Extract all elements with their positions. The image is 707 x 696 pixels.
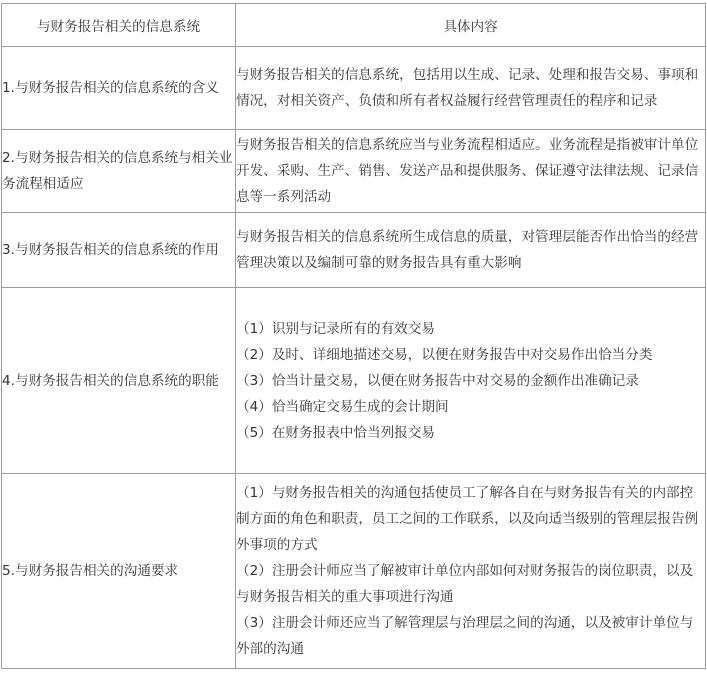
info-system-table bbox=[1, 3, 706, 669]
content-line: 与财务报告相关的信息系统应当与业务流程相适应。业务流程是指被审计单位开发、采购、生产、销售、发送产品和提供服务、保证遵守法律法规、记录信息等一系列活动 bbox=[236, 137, 699, 205]
content-line: 与财务报告相关的信息系统所生成信息的质量，对管理层能否作出恰当的经营管理决策以及编制可靠的财务报告具有重大影响 bbox=[236, 229, 699, 271]
content-line: （4）恰当确定交易生成的会计期间 bbox=[236, 398, 449, 415]
table-row bbox=[2, 288, 706, 474]
content-line: （3）注册会计师还应当了解管理层与治理层之间的沟通，以及被审计单位与外部的沟通 bbox=[236, 615, 694, 657]
row-title: 5.与财务报告相关的沟通要求 bbox=[2, 474, 236, 669]
row-title: 3.与财务报告相关的信息系统的作用 bbox=[2, 213, 236, 288]
row-title: 1.与财务报告相关的信息系统的含义 bbox=[2, 47, 236, 130]
content-line: 与财务报告相关的信息系统，包括用以生成、记录、处理和报告交易、事项和情况，对相关资产、负债和所有者权益履行经营管理责任的程序和记录 bbox=[236, 67, 699, 109]
table-row bbox=[2, 130, 706, 213]
content-line: （5）在财务报表中恰当列报交易 bbox=[236, 424, 435, 441]
content-line: （1）与财务报告相关的沟通包括使员工了解各自在与财务报告有关的内部控制方面的角色和职责，员工之间的工作联系，以及向适当级别的管理层报告例外事项的方式 bbox=[236, 485, 699, 553]
row-title: 4.与财务报告相关的信息系统的职能 bbox=[2, 288, 236, 474]
table-row bbox=[2, 47, 706, 130]
row-content bbox=[236, 474, 706, 669]
content-line: （1）识别与记录所有的有效交易 bbox=[236, 320, 435, 337]
header-col-system: 与财务报告相关的信息系统 bbox=[2, 4, 236, 47]
table-header-row bbox=[2, 4, 706, 47]
row-content bbox=[236, 213, 706, 288]
content-line: （3）恰当计量交易，以便在财务报告中对交易的金额作出准确记录 bbox=[236, 372, 639, 389]
row-title: 2.与财务报告相关的信息系统与相关业务流程相适应 bbox=[2, 130, 236, 213]
content-line: （2）及时、详细地描述交易，以便在财务报告中对交易作出恰当分类 bbox=[236, 346, 653, 363]
row-content bbox=[236, 47, 706, 130]
row-content bbox=[236, 130, 706, 213]
row-content bbox=[236, 288, 706, 474]
header-col-content: 具体内容 bbox=[236, 4, 706, 47]
content-line: （2）注册会计师应当了解被审计单位内部如何对财务报告的岗位职责，以及与财务报告相关的重大事项进行沟通 bbox=[236, 563, 694, 605]
table-row bbox=[2, 213, 706, 288]
table-row bbox=[2, 474, 706, 669]
